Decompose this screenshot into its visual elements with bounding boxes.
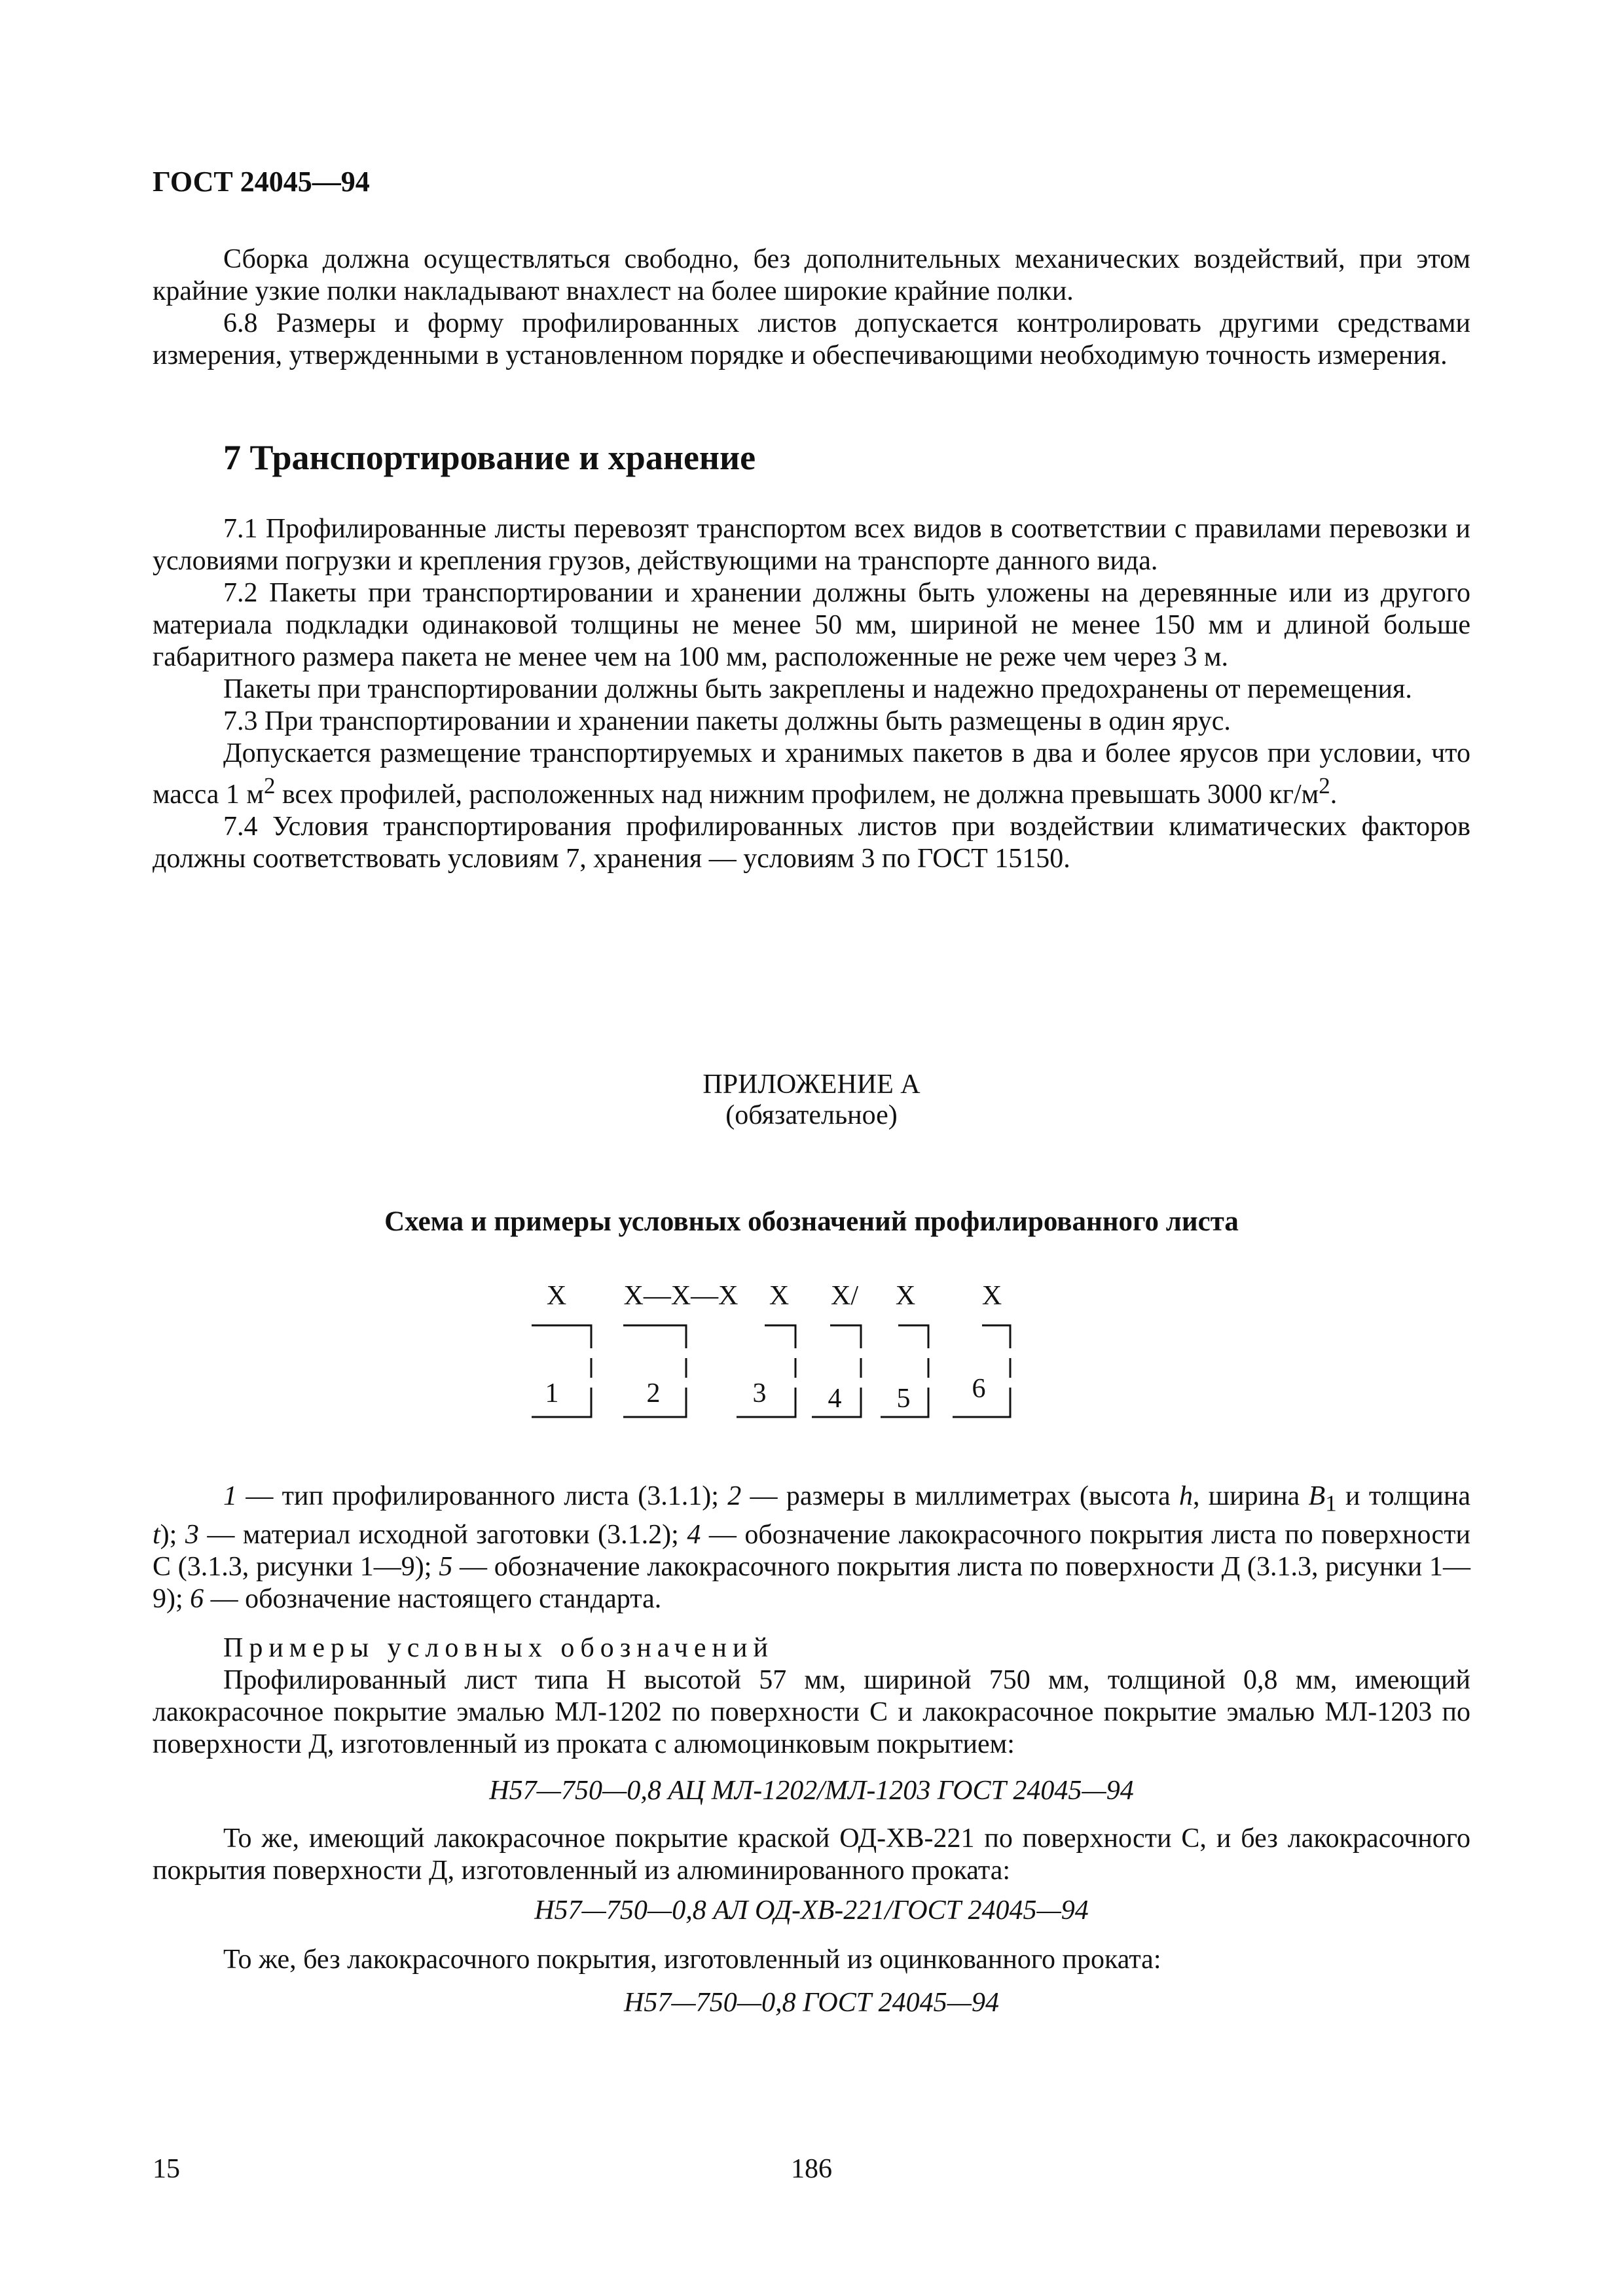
section-7-paragraph-6: 7.4 Условия транспортирования профилированных листов при воздействии климатических факторов должны соответствовать условиям 7, хранения — условиям 3 по ГОСТ 15150.	[153, 812, 1470, 874]
example-3-text: То же, без лакокрасочного покрытия, изготовленный из оцинкованного проката:	[223, 1945, 1161, 1975]
examples-block	[153, 1632, 1470, 1761]
scheme-bracket-1-bottom	[532, 1388, 591, 1417]
section-7-title: 7 Транспортирование и хранение	[223, 438, 756, 477]
scheme-label-1: X	[546, 1281, 567, 1311]
scheme-legend-text: 1 — тип профилированного листа (3.1.1); 2 — размеры в миллиметрах (высота h, ширина $B_1$ и толщина t); 3 — материал исходной заготовки (3.1.2); 4 — обозначение лакокрасочного покрытия листа по поверхности С (3.1.3, рисунки 1—9); 5 — обозначение лакокрасочного покрытия листа по поверхности Д (3.1.3, рисунки 1—9); 6 — обозначение настоящего стандарта.	[153, 1481, 1471, 1615]
examples-heading: Примеры условных обозначений	[223, 1633, 774, 1663]
scheme-bracket-3-top	[765, 1325, 795, 1348]
appendix-title: ПРИЛОЖЕНИЕ А	[702, 1069, 921, 1100]
example-3-block	[153, 1944, 1470, 1976]
scheme-bracket-4-top	[830, 1325, 861, 1348]
example-1-code: Н57—750—0,8 АЦ МЛ-1202/МЛ-1203 ГОСТ 24045—94	[489, 1776, 1134, 1806]
scheme-title: Схема и примеры условных обозначений профилированного листа	[384, 1206, 1239, 1237]
scheme-number-4: 4	[828, 1384, 842, 1414]
example-2-text: То же, имеющий лакокрасочное покрытие краской ОД-ХВ-221 по поверхности С, и без лакокрасочного покрытия поверхности Д, изготовленный из алюминированного проката:	[153, 1823, 1470, 1886]
section-7-paragraph-3: Пакеты при транспортировании должны быть закреплены и надежно предохранены от перемещения.	[223, 674, 1412, 704]
scheme-number-1: 1	[545, 1378, 559, 1408]
scheme-number-2: 2	[646, 1378, 661, 1408]
scheme-bracket-2-top	[623, 1325, 686, 1348]
example-2-block	[153, 1823, 1470, 1887]
scheme-number-6: 6	[972, 1374, 986, 1404]
page-number-left: 15	[153, 2154, 180, 2184]
scheme-bracket-6-top	[982, 1325, 1010, 1348]
document-header: ГОСТ 24045—94	[153, 166, 370, 198]
section-7-paragraph-5: Допускается размещение транспортируемых и хранимых пакетов в два и более ярусов при условии, что масса 1 $м^2$ всех профилей, расположенных над нижним профилем, не должна превышать 3000 $кг/м^2$.	[153, 738, 1470, 810]
page-number-center: 186	[791, 2154, 832, 2184]
section-7-paragraph-1: 7.1 Профилированные листы перевозят транспортом всех видов в соответствии с правилами перевозки и условиями погрузки и крепления грузов, действующими на транспорте данного вида.	[153, 514, 1470, 576]
scheme-bracket-1-top	[532, 1325, 591, 1348]
example-3-code: Н57—750—0,8 ГОСТ 24045—94	[624, 1988, 999, 2018]
example-1-text: Профилированный лист типа Н высотой 57 мм, шириной 750 мм, толщиной 0,8 мм, имеющий лакокрасочное покрытие эмалью МЛ-1202 по поверхности С и лакокрасочное покрытие эмалью МЛ-1203 по поверхности Д, изготовленный из проката с алюмоцинковым покрытием:	[153, 1665, 1470, 1759]
scheme-number-3: 3	[752, 1378, 767, 1408]
intro-paragraph-2: 6.8 Размеры и форму профилированных листов допускается контролировать другими средствами измерения, утвержденными в установленном порядке и обеспечивающими необходимую точность измерения.	[153, 308, 1470, 370]
scheme-legend	[153, 1480, 1470, 1615]
scheme-label-6: X	[981, 1281, 1002, 1311]
section-7-paragraph-2: 7.2 Пакеты при транспортировании и хранении должны быть уложены на деревянные или из другого материала подкладки одинаковой толщины не менее 50 мм, шириной не менее 150 мм и длиной больше габаритного размера пакета не менее чем на 100 мм, расположенные не реже чем через 3 м.	[153, 578, 1470, 672]
scheme-label-2: X—X—X	[623, 1281, 739, 1311]
scheme-label-3: X	[769, 1281, 790, 1311]
scheme-number-5: 5	[896, 1384, 911, 1414]
scheme-bracket-5-top	[898, 1325, 928, 1348]
intro-paragraph-1: Сборка должна осуществляться свободно, без дополнительных механических воздействий, при этом крайние узкие полки накладывают внахлест на более широкие крайние полки.	[153, 244, 1470, 306]
scheme-label-5: X	[895, 1281, 916, 1311]
appendix-subtitle: (обязательное)	[725, 1100, 898, 1130]
example-2-code: Н57—750—0,8 АЛ ОД-ХВ-221/ГОСТ 24045—94	[534, 1895, 1089, 1926]
scheme-label-4: X/	[831, 1281, 858, 1311]
section-7-paragraph-4: 7.3 При транспортировании и хранении пакеты должны быть размещены в один ярус.	[223, 706, 1231, 736]
